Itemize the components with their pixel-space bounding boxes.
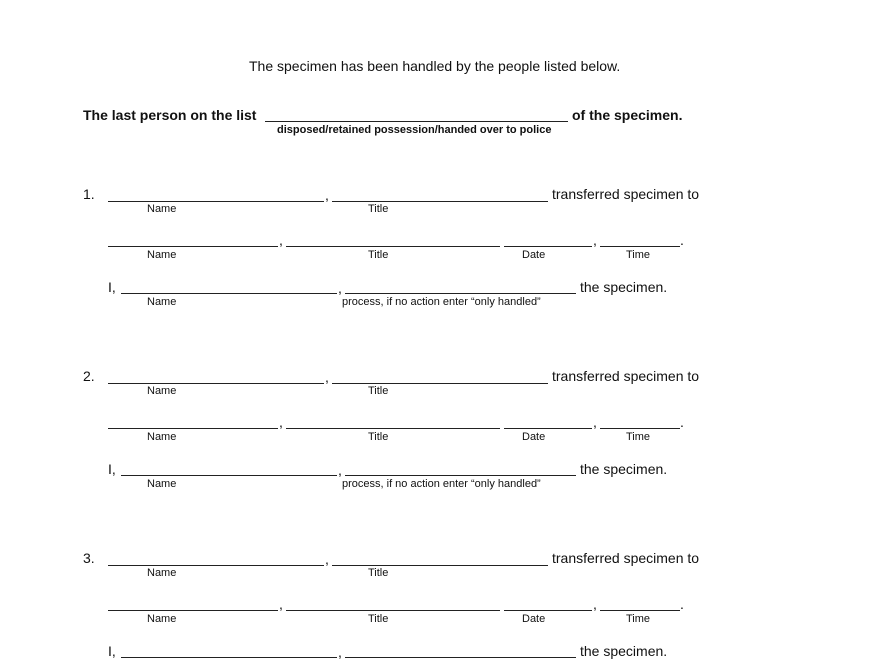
name-label: Name	[147, 478, 177, 490]
period: .	[680, 232, 684, 248]
date-field[interactable]	[504, 610, 592, 611]
title-label: Title	[368, 249, 389, 261]
date-label: Date	[522, 249, 546, 261]
name-label: Name	[147, 613, 177, 625]
date-label: Date	[522, 431, 546, 443]
name-label: Name	[147, 431, 177, 443]
title-label: Title	[368, 613, 389, 625]
i-prefix: I,	[108, 461, 116, 477]
date-label: Date	[522, 613, 546, 625]
comma: ,	[338, 280, 342, 296]
transferred-text: transferred specimen to	[552, 550, 700, 566]
statement-prefix: The last person on the list	[83, 107, 257, 123]
comma: ,	[325, 187, 329, 203]
title-label: Title	[368, 203, 389, 215]
the-specimen-text: the specimen.	[580, 643, 668, 659]
to-name-field[interactable]	[108, 610, 278, 611]
process-label: process, if no action enter “only handled”	[342, 296, 541, 308]
title-label: Title	[368, 385, 389, 397]
comma: ,	[325, 551, 329, 567]
the-specimen-text: the specimen.	[580, 461, 668, 477]
handler-entry	[0, 364, 880, 660]
comma: ,	[279, 232, 283, 248]
transferred-text: transferred specimen to	[552, 368, 700, 384]
from-name-field[interactable]	[108, 565, 324, 566]
intro-text: The specimen has been handled by the people listed below.	[249, 58, 621, 74]
process-label: process, if no action enter “only handled”	[342, 478, 541, 490]
transferred-text: transferred specimen to	[552, 186, 700, 202]
entry-number: 1.	[83, 186, 95, 202]
handler-entry	[0, 182, 880, 490]
comma: ,	[325, 369, 329, 385]
to-title-field[interactable]	[286, 610, 500, 611]
receiver-name-field[interactable]	[121, 657, 337, 658]
time-field[interactable]	[600, 610, 680, 611]
name-label: Name	[147, 296, 177, 308]
the-specimen-text: the specimen.	[580, 279, 668, 295]
entry-number: 2.	[83, 368, 95, 384]
from-title-field[interactable]	[332, 565, 548, 566]
statement-suffix: of the specimen.	[572, 107, 683, 123]
comma: ,	[593, 414, 597, 430]
disposition-caption: disposed/retained possession/handed over to police	[277, 124, 552, 136]
comma: ,	[279, 596, 283, 612]
i-prefix: I,	[108, 643, 116, 659]
name-label: Name	[147, 385, 177, 397]
i-prefix: I,	[108, 279, 116, 295]
comma: ,	[338, 462, 342, 478]
title-label: Title	[368, 567, 389, 579]
title-label: Title	[368, 431, 389, 443]
comma: ,	[279, 414, 283, 430]
handler-entry	[0, 0, 880, 308]
time-label: Time	[626, 613, 651, 625]
period: .	[680, 596, 684, 612]
name-label: Name	[147, 203, 177, 215]
process-field[interactable]	[345, 657, 576, 658]
comma: ,	[593, 232, 597, 248]
entry-number: 3.	[83, 550, 95, 566]
name-label: Name	[147, 567, 177, 579]
time-label: Time	[626, 431, 651, 443]
name-label: Name	[147, 249, 177, 261]
comma: ,	[338, 644, 342, 660]
comma: ,	[593, 596, 597, 612]
time-label: Time	[626, 249, 651, 261]
period: .	[680, 414, 684, 430]
